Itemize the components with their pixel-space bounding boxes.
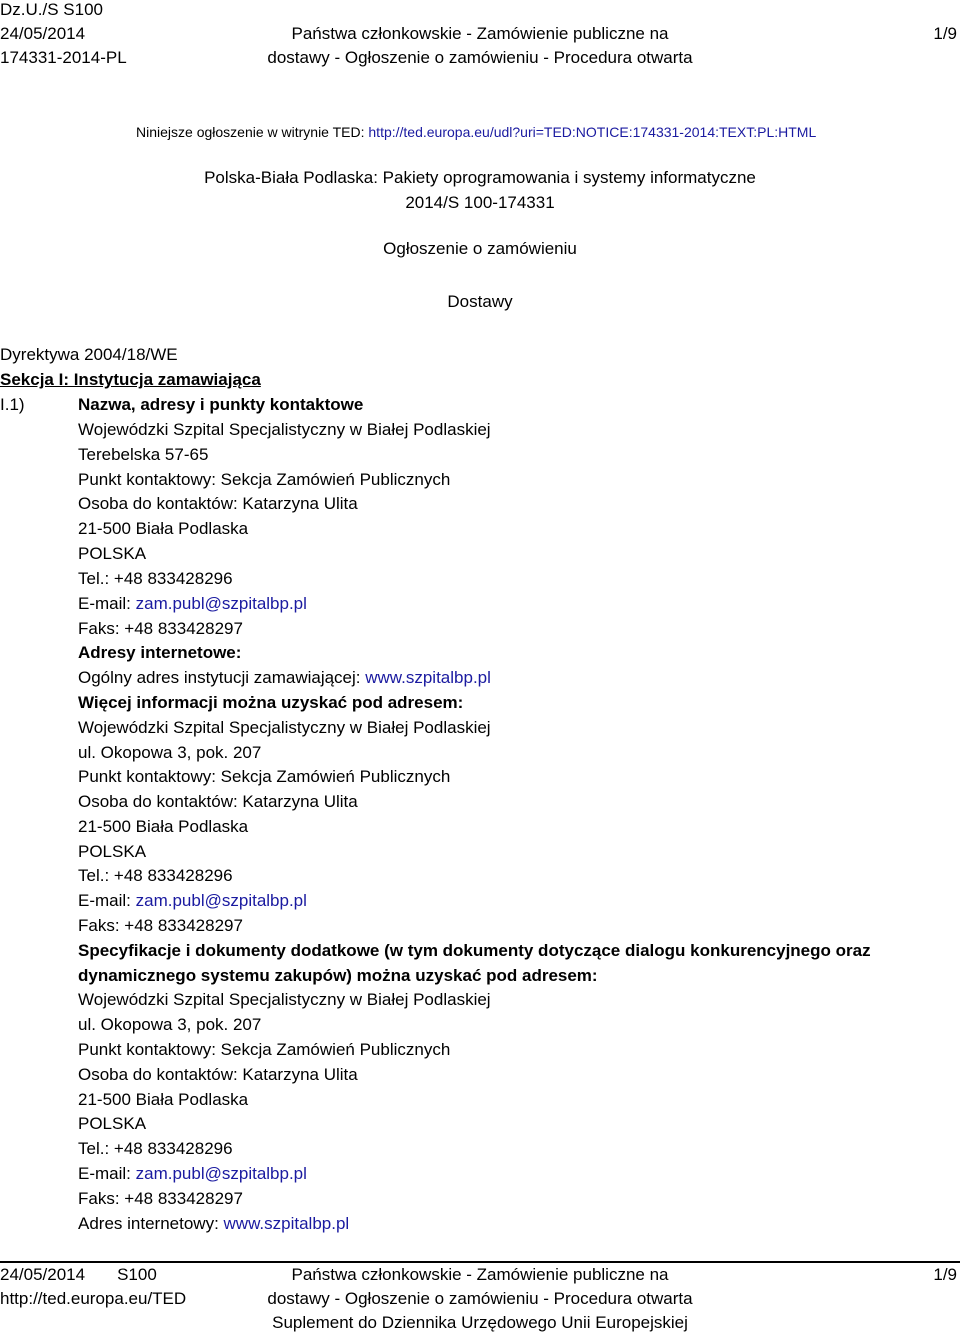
contact-line: 21-500 Biała Podlaska	[78, 1090, 249, 1109]
fax-line: Faks: +48 833428297	[78, 619, 243, 638]
email-line	[78, 1164, 307, 1184]
spec-heading-line2: dynamicznego systemu zakupów) można uzyskać pod adresem:	[78, 966, 598, 985]
notice-link-prefix: Niniejsze ogłoszenie w witrynie TED:	[136, 124, 369, 140]
internet-address-label: Adres internetowy:	[78, 1214, 224, 1233]
section-title: Nazwa, adresy i punkty kontaktowe	[78, 395, 364, 414]
general-address-line	[78, 668, 491, 688]
contact-line: Tel.: +48 833428296	[78, 569, 233, 588]
email-line	[78, 594, 307, 614]
email-line	[78, 891, 307, 911]
email-label: E-mail:	[78, 891, 136, 910]
internet-heading: Adresy internetowe:	[78, 643, 242, 662]
header-notice-ref: 174331-2014-PL	[0, 48, 127, 67]
contact-line: Wojewódzki Szpital Specjalistyczny w Białej Podlaskiej	[78, 718, 491, 737]
footer-title-line2: dostawy - Ogłoszenie o zamówieniu - Procedura otwarta	[267, 1289, 693, 1308]
email-link[interactable]: zam.publ@szpitalbp.pl	[135, 594, 307, 613]
footer-date: 24/05/2014	[0, 1265, 86, 1284]
contact-line: Tel.: +48 833428296	[78, 866, 233, 885]
contact-line: Wojewódzki Szpital Specjalistyczny w Białej Podlaskiej	[78, 420, 491, 439]
footer-page-number: 1/9	[933, 1265, 957, 1284]
doc-title: Polska-Biała Podlaska: Pakiety oprogramowania i systemy informatyczne	[204, 168, 756, 187]
contact-line: Osoba do kontaktów: Katarzyna Ulita	[78, 494, 358, 513]
contact-line: Terebelska 57-65	[78, 445, 209, 464]
internet-address-link[interactable]: www.szpitalbp.pl	[223, 1214, 350, 1233]
contact-line: 21-500 Biała Podlaska	[78, 519, 249, 538]
contact-line: Tel.: +48 833428296	[78, 1139, 233, 1158]
footer-rule	[0, 1261, 960, 1263]
footer-title-line3: Suplement do Dziennika Urzędowego Unii Europejskiej	[272, 1313, 688, 1332]
contact-line: Punkt kontaktowy: Sekcja Zamówień Publicznych	[78, 470, 451, 489]
header-date: 24/05/2014	[0, 24, 86, 43]
contact-line: Punkt kontaktowy: Sekcja Zamówień Publicznych	[78, 767, 451, 786]
more-info-heading: Więcej informacji można uzyskać pod adresem:	[78, 693, 464, 712]
email-label: E-mail:	[78, 1164, 136, 1183]
header-title-line1: Państwa członkowskie - Zamówienie publiczne na	[291, 24, 669, 43]
fax-line: Faks: +48 833428297	[78, 916, 243, 935]
doc-category: Dostawy	[447, 292, 513, 311]
directive: Dyrektywa 2004/18/WE	[0, 345, 178, 364]
doc-number: 2014/S 100-174331	[405, 193, 555, 212]
spec-heading-line1: Specyfikacje i dokumenty dodatkowe (w tym dokumenty dotyczące dialogu konkurencyjnego oraz	[78, 941, 871, 960]
contact-line: Osoba do kontaktów: Katarzyna Ulita	[78, 792, 358, 811]
doc-type: Ogłoszenie o zamówieniu	[383, 239, 577, 258]
general-address-link[interactable]: www.szpitalbp.pl	[365, 668, 491, 687]
contact-line: ul. Okopowa 3, pok. 207	[78, 1015, 262, 1034]
internet-address-line	[78, 1214, 349, 1234]
contact-line: 21-500 Biała Podlaska	[78, 817, 249, 836]
contact-line: POLSKA	[78, 842, 147, 861]
contact-line: Wojewódzki Szpital Specjalistyczny w Białej Podlaskiej	[78, 990, 491, 1009]
header-title-line2: dostawy - Ogłoszenie o zamówieniu - Procedura otwarta	[267, 48, 693, 67]
ted-notice-link[interactable]: http://ted.europa.eu/udl?uri=TED:NOTICE:174331-2014:TEXT:PL:HTML	[368, 124, 817, 140]
section-heading: Sekcja I: Instytucja zamawiająca	[0, 370, 261, 389]
contact-line: POLSKA	[78, 1114, 147, 1133]
fax-line: Faks: +48 833428297	[78, 1189, 243, 1208]
email-link[interactable]: zam.publ@szpitalbp.pl	[135, 1164, 307, 1183]
header-page-number: 1/9	[933, 24, 957, 43]
journal-ref: Dz.U./S S100	[0, 0, 103, 19]
email-link[interactable]: zam.publ@szpitalbp.pl	[135, 891, 307, 910]
contact-line: Punkt kontaktowy: Sekcja Zamówień Publicznych	[78, 1040, 451, 1059]
section-number: I.1)	[0, 395, 25, 414]
footer-title-line1: Państwa członkowskie - Zamówienie publiczne na	[291, 1265, 669, 1284]
footer-url: http://ted.europa.eu/TED	[0, 1289, 187, 1308]
contact-line: ul. Okopowa 3, pok. 207	[78, 743, 262, 762]
general-address-label: Ogólny adres instytucji zamawiającej:	[78, 668, 366, 687]
notice-link-line	[136, 122, 816, 142]
contact-line: Osoba do kontaktów: Katarzyna Ulita	[78, 1065, 358, 1084]
contact-line: POLSKA	[78, 544, 147, 563]
footer-series: S100	[117, 1265, 157, 1284]
email-label: E-mail:	[78, 594, 136, 613]
